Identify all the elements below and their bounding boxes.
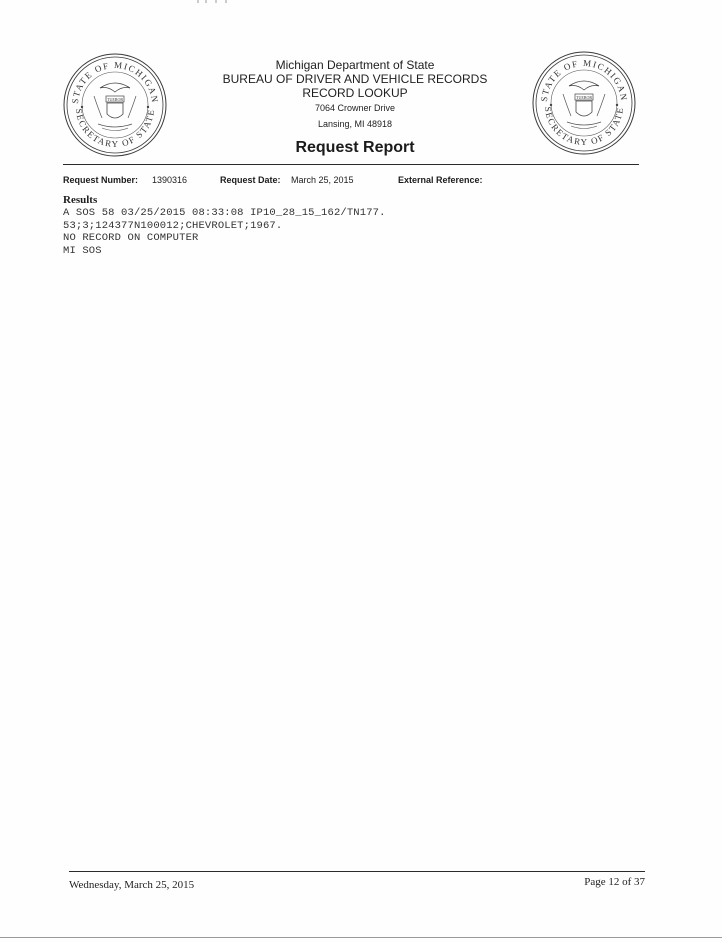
request-date-value: March 25, 2015	[291, 175, 354, 185]
seal-banner-text: TUEBOR	[107, 97, 123, 102]
state-seal-left	[62, 52, 168, 158]
letterhead	[190, 58, 520, 131]
record-lookup-label: RECORD LOOKUP	[302, 86, 408, 100]
department-name: Michigan Department of State	[275, 58, 435, 72]
state-seal-right	[531, 50, 637, 156]
scan-artifact	[196, 0, 236, 4]
results-line: MI SOS	[63, 244, 102, 257]
seal-banner-text: TUEBOR	[576, 95, 592, 100]
results-line: NO RECORD ON COMPUTER	[63, 232, 199, 245]
city-state-zip: Lansing, MI 48918	[317, 119, 393, 129]
bureau-name: BUREAU OF DRIVER AND VEHICLE RECORDS	[222, 72, 488, 86]
street-address: 7064 Crowner Drive	[314, 103, 396, 113]
footer-date: Wednesday, March 25, 2015	[69, 879, 195, 891]
results-line: A SOS 58 03/25/2015 08:33:08 IP10_28_15_162/TN177.	[63, 207, 386, 219]
seal-top-text: STATE OF MICHIGAN	[69, 59, 161, 105]
page-number: Page 12 of 37	[584, 876, 645, 888]
report-title: Request Report	[295, 139, 415, 156]
svg-text:SECRETARY OF STATE	[543, 106, 625, 147]
results-heading: Results	[63, 194, 98, 206]
seal-top-text: STATE OF MICHIGAN	[538, 57, 630, 103]
results-line: 53;3;124377N100012;CHEVROLET;1967.	[63, 219, 283, 232]
seal-bottom-text: SECRETARY OF STATE	[73, 108, 157, 150]
seal-bottom-text: SECRETARY OF STATE	[542, 106, 626, 148]
results-body	[63, 207, 386, 257]
request-meta-row	[63, 175, 639, 189]
external-reference-label: External Reference:	[398, 175, 483, 185]
svg-text:SECRETARY OF STATE	[74, 108, 156, 149]
request-date-label: Request Date:	[220, 175, 281, 185]
request-number-label: Request Number:	[63, 175, 139, 185]
request-number-value: 1390316	[152, 175, 188, 185]
footer-divider	[69, 871, 645, 872]
header-divider	[63, 164, 639, 165]
scan-edge-line	[0, 937, 722, 938]
